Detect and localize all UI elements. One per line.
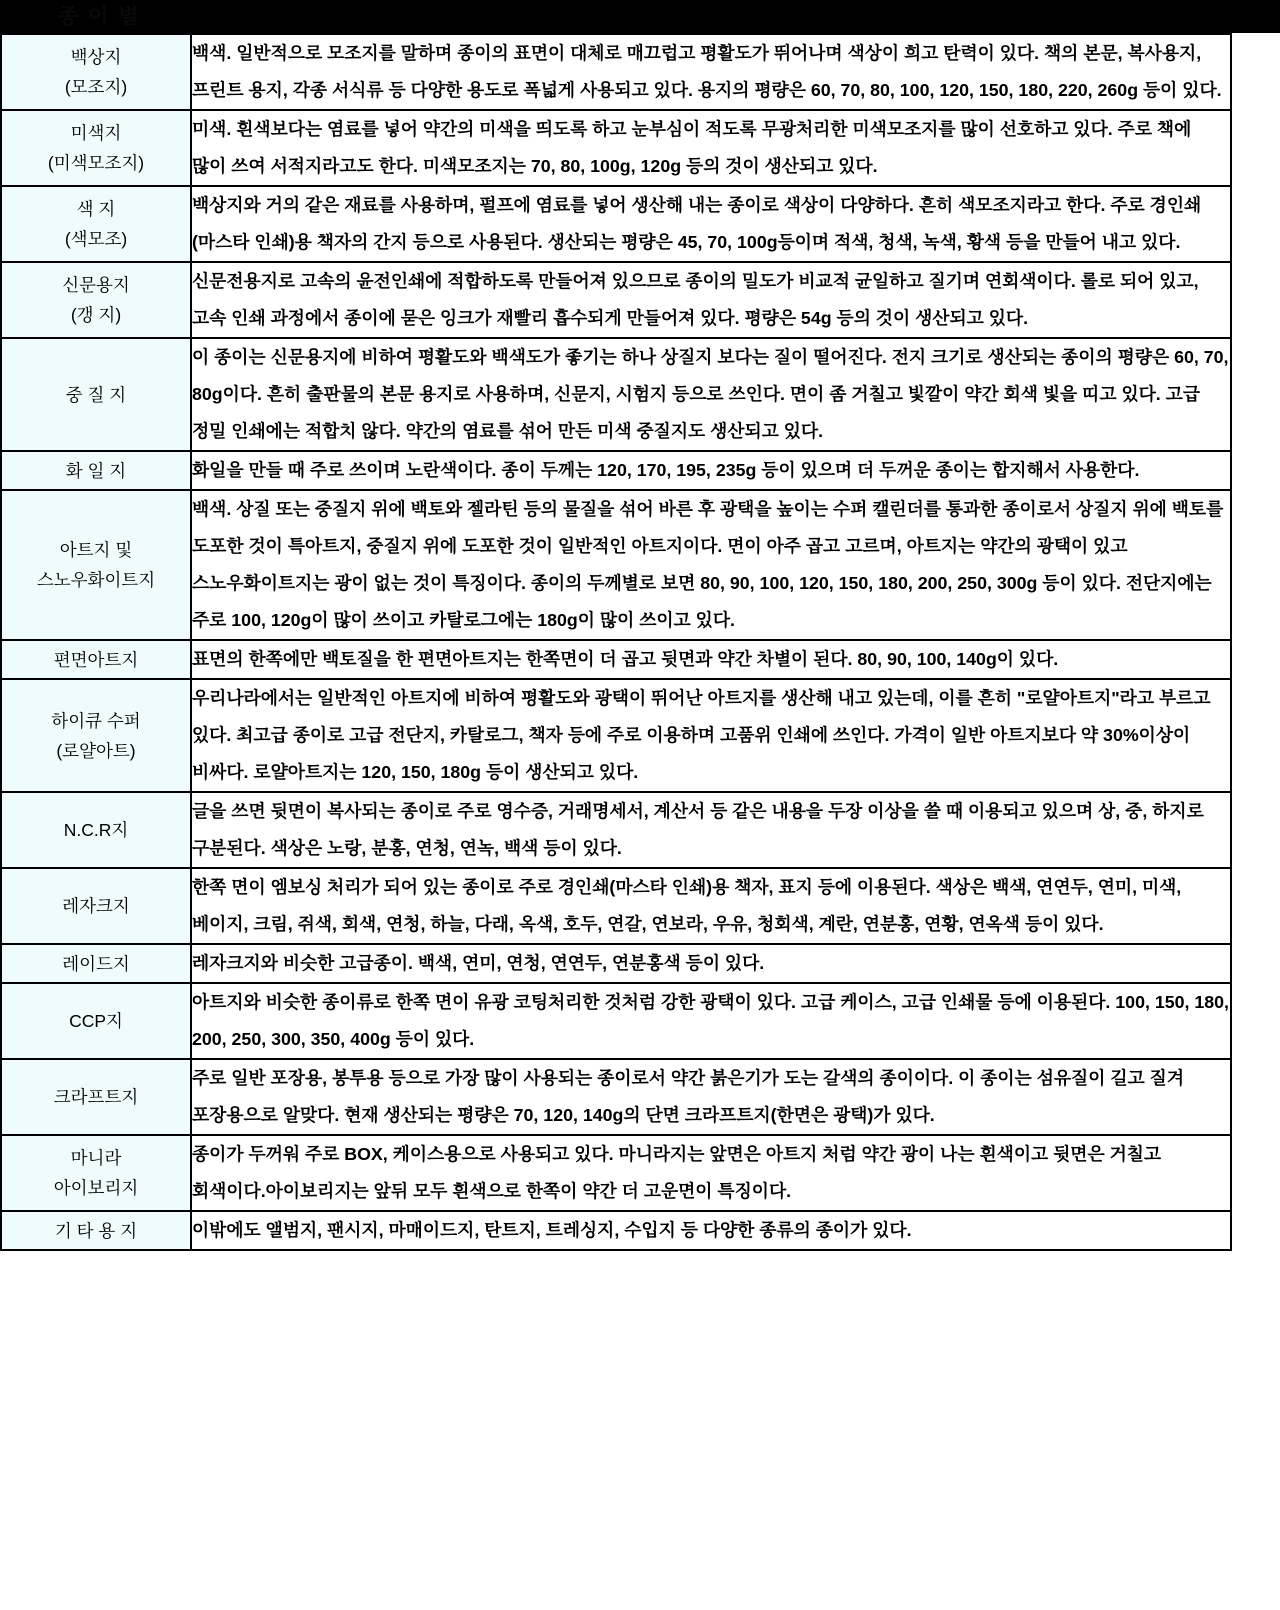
paper-name-cell [1, 262, 191, 338]
paper-name-line: 아이보리지 [53, 1178, 139, 1198]
paper-description-cell: 아트지와 비슷한 종이류로 한쪽 면이 유광 코팅처리한 것처럼 강한 광택이 있다. 고급 케이스, 고급 인쇄물 등에 이용된다. 100, 150, 180, 200, 250, 300, 350, 400g 등이 있다. [191, 983, 1231, 1059]
paper-name-cell [1, 451, 191, 490]
table-row [1, 1211, 1231, 1250]
paper-description-cell: 백색. 상질 또는 중질지 위에 백토와 젤라틴 등의 물질을 섞어 바른 후 광택을 높이는 수퍼 캘린더를 통과한 종이로서 상질지 위에 백토를 도포한 것이 특아트지, 중질지 위에 도포한 것이 일반적인 아트지이다. 면이 아주 곱고 고르며, 아트지는 약간의 광택이 있고 스노우화이트지는 광이 없는 것이 특징이다. 종이의 두께별로 보면 80, 90, 100, 120, 150, 180, 200, 250, 300g 등이 있다. 전단지에는 주로 100, 120g이 많이 쓰이고 카탈로그에는 180g이 많이 쓰이고 있다. [191, 490, 1231, 640]
paper-name-cell [1, 110, 191, 186]
paper-name-line: CCP지 [69, 1011, 123, 1031]
table-row [1, 1059, 1231, 1135]
paper-name-line: 백상지 [70, 47, 122, 67]
paper-name-line: 신문용지 [62, 275, 130, 295]
paper-description-cell: 표면의 한쪽에만 백토질을 한 편면아트지는 한쪽면이 더 곱고 뒷면과 약간 차별이 된다. 80, 90, 100, 140g이 있다. [191, 640, 1231, 679]
paper-name-line: (모조지) [64, 77, 128, 97]
paper-name-cell [1, 679, 191, 792]
paper-name-line: 아트지 및 [59, 540, 133, 560]
paper-description-cell: 이밖에도 앨범지, 팬시지, 마매이드지, 탄트지, 트레싱지, 수입지 등 다양한 종류의 종이가 있다. [191, 1211, 1231, 1250]
table-row [1, 792, 1231, 868]
paper-name-line: 화 일 지 [65, 460, 127, 481]
table-row [1, 338, 1231, 451]
paper-name-line: 색 지 [76, 199, 116, 219]
paper-name-line: 중 질 지 [65, 384, 127, 405]
paper-description-cell: 글을 쓰면 뒷면이 복사되는 종이로 주로 영수증, 거래명세서, 계산서 등 같은 내용을 두장 이상을 쓸 때 이용되고 있으며 상, 중, 하지로 구분된다. 색상은 노랑, 분홍, 연청, 연녹, 백색 등이 있다. [191, 792, 1231, 868]
paper-description-cell: 이 종이는 신문용지에 비하여 평활도와 백색도가 좋기는 하나 상질지 보다는 질이 떨어진다. 전지 크기로 생산되는 종이의 평량은 60, 70, 80g이다. 흔히 출판물의 본문 용지로 사용하며, 신문지, 시험지 등으로 쓰인다. 면이 좀 거칠고 빛깔이 약간 회색 빛을 띠고 있다. 고급 정밀 인쇄에는 적합치 않다. 약간의 염료를 섞어 만든 미색 중질지도 생산되고 있다. [191, 338, 1231, 451]
paper-name-cell [1, 944, 191, 983]
table-body [1, 34, 1231, 1250]
paper-name-cell [1, 792, 191, 868]
table-row [1, 868, 1231, 944]
paper-name-cell [1, 490, 191, 640]
paper-name-cell [1, 1211, 191, 1250]
paper-name-line: 미색지 [70, 123, 122, 143]
paper-name-line: (미색모조지) [47, 153, 145, 173]
paper-description-cell: 화일을 만들 때 주로 쓰이며 노란색이다. 종이 두께는 120, 170, 195, 235g 등이 있으며 더 두꺼운 종이는 합지해서 사용한다. [191, 451, 1231, 490]
paper-description-cell: 주로 일반 포장용, 봉투용 등으로 가장 많이 사용되는 종이로서 약간 붉은기가 도는 갈색의 종이이다. 이 종이는 섬유질이 길고 질겨 포장용으로 알맞다. 현재 생산되는 평량은 70, 120, 140g의 단면 크라프트지(한면은 광택)가 있다. [191, 1059, 1231, 1135]
paper-name-cell [1, 186, 191, 262]
table-row [1, 944, 1231, 983]
paper-description-cell: 레자크지와 비슷한 고급종이. 백색, 연미, 연청, 연연두, 연분홍색 등이 있다. [191, 944, 1231, 983]
paper-name-line: (색모조) [64, 229, 128, 249]
paper-name-line: (갱 지) [70, 305, 122, 325]
header-bar [0, 0, 1280, 33]
paper-name-line: 편면아트지 [53, 649, 139, 670]
table-row [1, 262, 1231, 338]
paper-types-table [0, 33, 1232, 1251]
paper-name-cell [1, 983, 191, 1059]
paper-description-cell: 종이가 두꺼워 주로 BOX, 케이스용으로 사용되고 있다. 마니라지는 앞면은 아트지 처럼 약간 광이 나는 흰색이고 뒷면은 거칠고 회색이다.아이보리지는 앞뒤 모두 흰색으로 한쪽이 약간 더 고운면이 특징이다. [191, 1135, 1231, 1211]
paper-types-table-container [0, 33, 1232, 1251]
table-row [1, 490, 1231, 640]
paper-name-line: 기 타 용 지 [54, 1220, 138, 1241]
paper-name-cell [1, 868, 191, 944]
table-row [1, 186, 1231, 262]
table-row [1, 1135, 1231, 1211]
paper-name-line: 마니라 [70, 1148, 122, 1168]
paper-description-cell: 백상지와 거의 같은 재료를 사용하며, 펄프에 염료를 넣어 생산해 내는 종이로 색상이 다양하다. 흔히 색모조지라고 한다. 주로 경인쇄(마스타 인쇄)용 책자의 간지 등으로 사용된다. 생산되는 평량은 45, 70, 100g등이며 적색, 청색, 녹색, 황색 등을 만들어 내고 있다. [191, 186, 1231, 262]
table-row [1, 679, 1231, 792]
paper-name-cell [1, 338, 191, 451]
paper-name-line: (로얄아트) [56, 740, 136, 761]
table-row [1, 983, 1231, 1059]
table-row [1, 34, 1231, 110]
paper-name-line: N.C.R지 [63, 820, 129, 840]
paper-description-cell: 신문전용지로 고속의 윤전인쇄에 적합하도록 만들어져 있으므로 종이의 밀도가 비교적 균일하고 질기며 연회색이다. 롤로 되어 있고, 고속 인쇄 과정에서 종이에 묻은 잉크가 재빨리 흡수되게 만들어져 있다. 평량은 54g 등의 것이 생산되고 있다. [191, 262, 1231, 338]
paper-name-line: 레자크지 [62, 896, 130, 916]
paper-name-line: 하이큐 수퍼 [51, 710, 141, 731]
paper-name-line: 레이드지 [62, 953, 130, 974]
paper-name-cell [1, 640, 191, 679]
paper-name-line: 스노우화이트지 [36, 570, 156, 590]
paper-description-cell: 우리나라에서는 일반적인 아트지에 비하여 평활도와 광택이 뛰어난 아트지를 생산해 내고 있는데, 이를 흔히 "로얄아트지"라고 부르고 있다. 최고급 종이로 고급 전단지, 카탈로그, 책자 등에 주로 이용하며 고품위 인쇄에 쓰인다. 가격이 일반 아트지보다 약 30%이상이 비싸다. 로얄아트지는 120, 150, 180g 등이 생산되고 있다. [191, 679, 1231, 792]
paper-name-cell [1, 34, 191, 110]
table-row [1, 110, 1231, 186]
table-row [1, 451, 1231, 490]
page-title: 종 이 별 [58, 5, 141, 28]
paper-description-cell: 백색. 일반적으로 모조지를 말하며 종이의 표면이 대체로 매끄럽고 평활도가 뛰어나며 색상이 희고 탄력이 있다. 책의 본문, 복사용지, 프린트 용지, 각종 서식류 등 다양한 용도로 폭넓게 사용되고 있다. 용지의 평량은 60, 70, 80, 100, 120, 150, 180, 220, 260g 등이 있다. [191, 34, 1231, 110]
paper-description-cell: 미색. 흰색보다는 염료를 넣어 약간의 미색을 띄도록 하고 눈부심이 적도록 무광처리한 미색모조지를 많이 선호하고 있다. 주로 책에 많이 쓰여 서적지라고도 한다. 미색모조지는 70, 80, 100g, 120g 등의 것이 생산되고 있다. [191, 110, 1231, 186]
paper-description-cell: 한쪽 면이 엠보싱 처리가 되어 있는 종이로 주로 경인쇄(마스타 인쇄)용 책자, 표지 등에 이용된다. 색상은 백색, 연연두, 연미, 미색, 베이지, 크림, 쥐색, 회색, 연청, 하늘, 다래, 옥색, 호두, 연갈, 연보라, 우유, 청회색, 계란, 연분홍, 연황, 연옥색 등이 있다. [191, 868, 1231, 944]
table-row [1, 640, 1231, 679]
paper-name-cell [1, 1135, 191, 1211]
paper-name-cell [1, 1059, 191, 1135]
paper-name-line: 크라프트지 [53, 1087, 139, 1107]
